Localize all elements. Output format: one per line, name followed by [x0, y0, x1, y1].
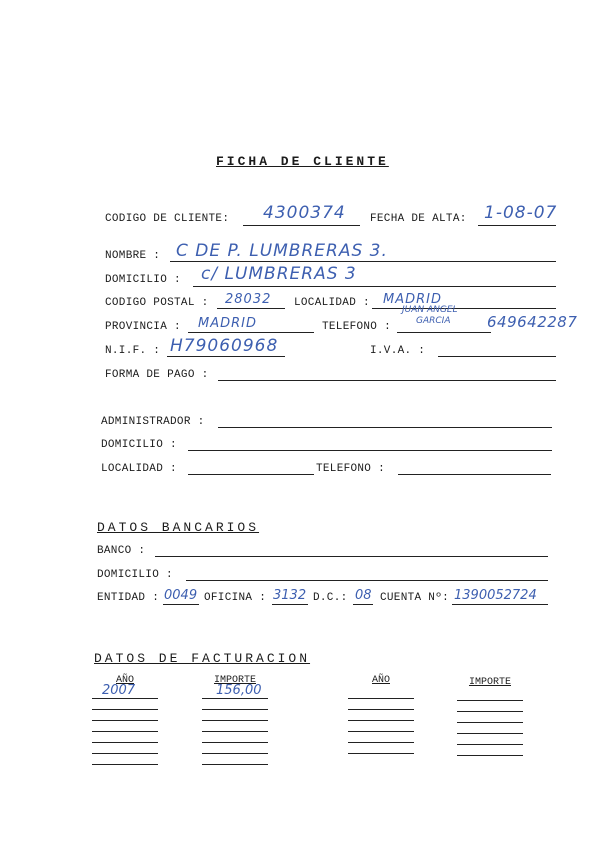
datos-facturacion-title: DATOS DE FACTURACION [94, 651, 311, 666]
anio-value-1: 2007 [102, 683, 136, 698]
anio-header-2: AÑO [371, 675, 390, 686]
administrador-label: ADMINISTRADOR : [101, 416, 205, 428]
table-row [92, 721, 158, 732]
table-row [348, 721, 414, 732]
dc-value: 08 [355, 588, 372, 603]
provincia-label: PROVINCIA : [105, 321, 181, 333]
importe-header-1: IMPORTE [213, 675, 256, 686]
domicilio-line [193, 286, 556, 287]
table-row [348, 699, 414, 710]
datos-bancarios-title: DATOS BANCARIOS [97, 520, 260, 535]
contacto-nombre-value: JUAN ANGEL [402, 305, 458, 315]
anio-header-1: AÑO [115, 675, 134, 686]
provincia-value: MADRID [198, 316, 257, 331]
banco-domicilio-label: DOMICILIO : [97, 569, 173, 581]
nif-value: H79060968 [170, 336, 279, 356]
domicilio-label: DOMICILIO : [105, 274, 181, 286]
nombre-line [170, 261, 556, 262]
admin-telefono-line [398, 474, 551, 475]
dc-line [353, 604, 373, 605]
importe-value-1: 156,00 [216, 683, 262, 698]
iva-line [438, 356, 556, 357]
provincia-line [188, 332, 314, 333]
codigo-postal-value: 28032 [225, 292, 272, 307]
table-row [348, 732, 414, 743]
table-row [92, 710, 158, 721]
table-row [92, 743, 158, 754]
oficina-label: OFICINA : [204, 592, 267, 604]
table-row [457, 701, 523, 712]
oficina-value: 3132 [273, 588, 307, 603]
codigo-cliente-label: CODIGO DE CLIENTE: [105, 213, 230, 225]
admin-domicilio-label: DOMICILIO : [101, 439, 177, 451]
table-row [348, 743, 414, 754]
fecha-alta-line [478, 225, 556, 226]
telefono-label: TELEFONO : [322, 321, 392, 333]
codigo-postal-label: CODIGO POSTAL : [105, 297, 209, 309]
table-row [202, 710, 268, 721]
codigo-cliente-value: 4300374 [263, 203, 346, 223]
table-row [202, 754, 268, 765]
nombre-value: C DE P. LUMBRERAS 3. [176, 241, 388, 261]
importe-header-2: IMPORTE [468, 677, 511, 688]
telefono-line [397, 332, 491, 333]
table-row [457, 745, 523, 756]
nif-line [167, 356, 285, 357]
fecha-alta-label: FECHA DE ALTA: [370, 213, 467, 225]
telefono-value: 649642287 [487, 313, 578, 331]
admin-localidad-line [188, 474, 314, 475]
table-row [457, 690, 523, 701]
admin-domicilio-line [188, 450, 552, 451]
contacto-apellido-value: GARCIA [416, 316, 451, 326]
banco-domicilio-line [186, 580, 548, 581]
dc-label: D.C.: [313, 592, 348, 604]
nif-label: N.I.F. : [105, 345, 161, 357]
codigo-postal-line [217, 308, 285, 309]
table-row [92, 732, 158, 743]
table-row [92, 699, 158, 710]
table-row [457, 712, 523, 723]
domicilio-value: c/ LUMBRERAS 3 [201, 264, 357, 284]
table-row [202, 743, 268, 754]
localidad-line [372, 308, 556, 309]
admin-localidad-label: LOCALIDAD : [101, 463, 177, 475]
fecha-alta-value: 1-08-07 [484, 203, 558, 223]
entidad-value: 0049 [164, 588, 198, 603]
entidad-line [163, 604, 199, 605]
administrador-line [218, 427, 552, 428]
table-row [202, 721, 268, 732]
nombre-label: NOMBRE : [105, 250, 161, 262]
localidad-label: LOCALIDAD : [294, 297, 370, 309]
page-title: FICHA DE CLIENTE [216, 154, 389, 169]
table-row [457, 723, 523, 734]
cuenta-label: CUENTA Nº: [380, 592, 450, 604]
admin-telefono-label: TELEFONO : [316, 463, 386, 475]
cuenta-value: 1390052724 [454, 588, 537, 603]
oficina-line [272, 604, 308, 605]
table-row [348, 710, 414, 721]
forma-pago-line [218, 380, 556, 381]
banco-line [155, 556, 548, 557]
table-row [348, 688, 414, 699]
forma-pago-label: FORMA DE PAGO : [105, 369, 209, 381]
banco-label: BANCO : [97, 545, 146, 557]
iva-label: I.V.A. : [370, 345, 426, 357]
table-row [202, 732, 268, 743]
table-row [457, 734, 523, 745]
anio-column-2 [348, 675, 414, 754]
table-row [92, 754, 158, 765]
entidad-label: ENTIDAD : [97, 592, 160, 604]
cuenta-line [452, 604, 548, 605]
importe-column-2 [457, 677, 523, 756]
table-row [202, 699, 268, 710]
localidad-value: MADRID [383, 292, 442, 307]
codigo-cliente-line [243, 225, 360, 226]
